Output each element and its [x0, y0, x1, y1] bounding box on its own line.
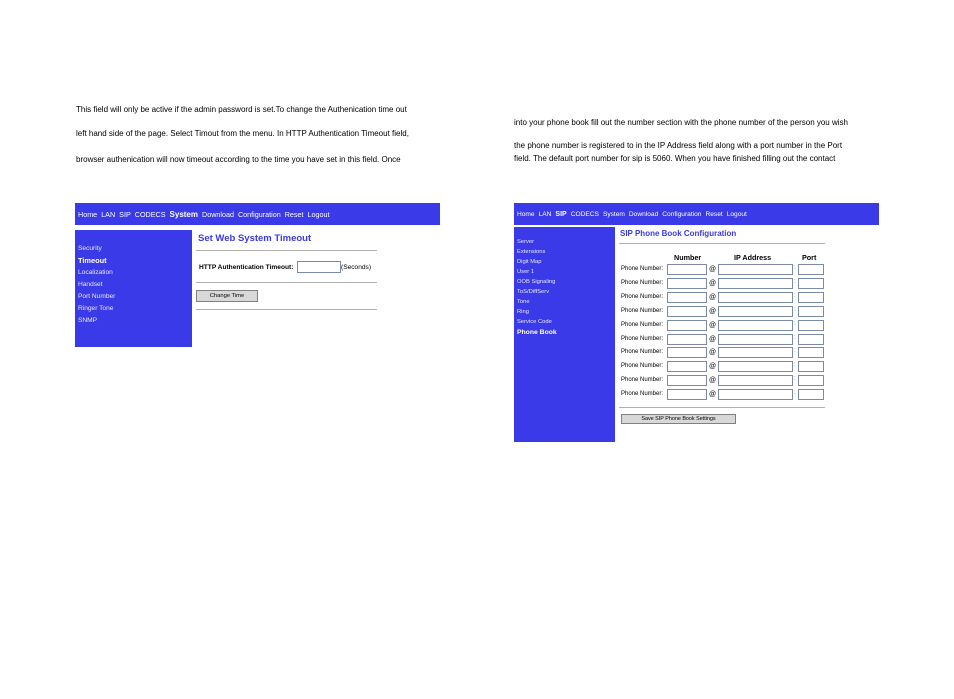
at-symbol: @	[709, 294, 717, 301]
nav-configuration[interactable]: Configuration	[662, 210, 702, 218]
phone-number-input[interactable]	[667, 306, 707, 317]
sidebar-item-phone-book[interactable]: Phone Book	[517, 329, 557, 336]
phone-number-label: Phone Number:	[621, 322, 664, 328]
at-symbol: @	[709, 391, 717, 398]
sidebar-item-digit-map[interactable]: Digit Map	[517, 259, 542, 265]
port-input[interactable]	[798, 292, 824, 303]
colon-separator: :	[794, 390, 796, 396]
ip-address-input[interactable]	[718, 320, 793, 331]
nav-sip[interactable]: SIP	[555, 210, 567, 218]
ip-address-input[interactable]	[718, 264, 793, 275]
port-input[interactable]	[798, 264, 824, 275]
phone-number-input[interactable]	[667, 292, 707, 303]
sidebar-item-service-code[interactable]: Service Code	[517, 319, 552, 325]
port-input[interactable]	[798, 278, 824, 289]
ip-address-input[interactable]	[718, 278, 793, 289]
sidebar	[75, 230, 192, 347]
port-input[interactable]	[798, 334, 824, 345]
phonebook-screenshot	[514, 203, 879, 442]
nav-system[interactable]: System	[602, 210, 625, 218]
nav-codecs[interactable]: CODECS	[570, 210, 599, 218]
port-input[interactable]	[798, 320, 824, 331]
phone-number-label: Phone Number:	[621, 377, 664, 383]
divider	[196, 282, 377, 283]
left-text-line-1: This field will only be active if the admin password is set.To change the Authenication time out	[76, 105, 407, 114]
port-input[interactable]	[798, 375, 824, 386]
sidebar-item-snmp[interactable]: SNMP	[78, 317, 98, 324]
change-time-button[interactable]: Change Time	[196, 290, 258, 302]
phone-number-input[interactable]	[667, 347, 707, 358]
save-phonebook-button[interactable]: Save SIP Phone Book Settings	[621, 414, 736, 424]
phone-number-input[interactable]	[667, 320, 707, 331]
page-title: SIP Phone Book Configuration	[620, 229, 737, 238]
ip-address-input[interactable]	[718, 306, 793, 317]
at-symbol: @	[709, 280, 717, 287]
phone-number-label: Phone Number:	[621, 266, 664, 272]
port-input[interactable]	[798, 361, 824, 372]
sidebar-item-timeout[interactable]: Timeout	[78, 256, 107, 265]
ip-address-input[interactable]	[718, 347, 793, 358]
phone-number-input[interactable]	[667, 361, 707, 372]
top-nav	[75, 203, 440, 225]
nav-download[interactable]: Download	[628, 210, 659, 218]
sidebar-item-tone[interactable]: Tone	[517, 299, 530, 305]
phone-number-input[interactable]	[667, 278, 707, 289]
colon-separator: :	[794, 279, 796, 285]
sidebar-item-handset[interactable]: Handset	[78, 281, 103, 288]
colon-separator: :	[794, 335, 796, 341]
sidebar-item-oob-signaling[interactable]: OOB Signaling	[517, 279, 556, 285]
sidebar-item-user-1[interactable]: User 1	[517, 269, 535, 275]
at-symbol: @	[709, 322, 717, 329]
phone-number-label: Phone Number:	[621, 308, 664, 314]
ip-address-input[interactable]	[718, 375, 793, 386]
colon-separator: :	[794, 376, 796, 382]
at-symbol: @	[709, 336, 717, 343]
seconds-label: (Seconds)	[341, 264, 372, 271]
nav-download[interactable]: Download	[202, 209, 234, 219]
nav-codecs[interactable]: CODECS	[134, 209, 166, 219]
sidebar-item-port-number[interactable]: Port Number	[78, 293, 116, 300]
nav-configuration[interactable]: Configuration	[237, 209, 281, 219]
ip-address-input[interactable]	[718, 292, 793, 303]
phone-number-label: Phone Number:	[621, 336, 664, 342]
divider	[196, 250, 377, 251]
ip-address-input[interactable]	[718, 389, 793, 400]
at-symbol: @	[709, 266, 717, 273]
right-text-line-2: the phone number is registered to in the IP Address field along with a port number in the Port	[514, 141, 843, 150]
top-nav	[514, 203, 879, 225]
at-symbol: @	[709, 377, 717, 384]
ip-address-header: IP Address	[734, 253, 772, 262]
nav-lan[interactable]: LAN	[101, 209, 116, 219]
divider	[196, 309, 377, 310]
phone-number-label: Phone Number:	[621, 391, 664, 397]
sidebar-item-security[interactable]: Security	[78, 245, 102, 252]
page-title: Set Web System Timeout	[198, 233, 312, 244]
timeout-input[interactable]	[297, 261, 341, 273]
nav-home[interactable]: Home	[78, 209, 98, 219]
phone-number-input[interactable]	[667, 389, 707, 400]
ip-address-input[interactable]	[718, 334, 793, 345]
at-symbol: @	[709, 349, 717, 356]
nav-logout[interactable]: Logout	[726, 210, 747, 218]
port-input[interactable]	[798, 306, 824, 317]
at-symbol: @	[709, 308, 717, 315]
colon-separator: :	[794, 348, 796, 354]
phone-number-input[interactable]	[667, 375, 707, 386]
divider	[619, 243, 825, 244]
divider	[619, 407, 825, 408]
right-text-line-3: field. The default port number for sip is 5060. When you have finished filling out the contact	[514, 154, 836, 163]
sidebar-item-tos-diffserv[interactable]: ToS/DiffServ	[517, 289, 550, 295]
nav-home[interactable]: Home	[517, 210, 535, 218]
sidebar	[514, 227, 615, 442]
colon-separator: :	[794, 362, 796, 368]
port-header: Port	[802, 253, 817, 262]
phone-number-input[interactable]	[667, 334, 707, 345]
timeout-label: HTTP Authentication Timeout:	[199, 264, 294, 271]
nav-lan[interactable]: LAN	[538, 210, 552, 218]
nav-reset[interactable]: Reset	[705, 210, 723, 218]
sidebar-item-ring[interactable]: Ring	[517, 309, 529, 315]
left-text-line-3: browser authenication will now timeout according to the time you have set in this field. Once	[76, 155, 401, 164]
timeout-screenshot	[75, 203, 440, 347]
colon-separator: :	[794, 293, 796, 299]
sidebar-item-server[interactable]: Server	[517, 239, 535, 245]
port-input[interactable]	[798, 347, 824, 358]
phone-number-label: Phone Number:	[621, 363, 664, 369]
colon-separator: :	[794, 265, 796, 271]
nav-logout[interactable]: Logout	[307, 209, 330, 219]
nav-reset[interactable]: Reset	[284, 209, 304, 219]
phone-number-label: Phone Number:	[621, 280, 664, 286]
number-header: Number	[674, 253, 702, 262]
left-text-line-2: left hand side of the page. Select Timout from the menu. In HTTP Authentication Timeout field,	[76, 129, 409, 138]
at-symbol: @	[709, 363, 717, 370]
ip-address-input[interactable]	[718, 361, 793, 372]
nav-system[interactable]: System	[169, 209, 198, 219]
colon-separator: :	[794, 321, 796, 327]
colon-separator: :	[794, 307, 796, 313]
nav-sip[interactable]: SIP	[119, 209, 131, 219]
right-text-line-1: into your phone book fill out the number section with the phone number of the person you wish	[514, 118, 848, 127]
sidebar-item-extensions[interactable]: Extensions	[517, 249, 546, 255]
sidebar-item-localization[interactable]: Localization	[78, 269, 113, 276]
phone-number-label: Phone Number:	[621, 349, 664, 355]
phone-number-input[interactable]	[667, 264, 707, 275]
sidebar-item-ringer-tone[interactable]: Ringer Tone	[78, 305, 114, 312]
phone-number-label: Phone Number:	[621, 294, 664, 300]
port-input[interactable]	[798, 389, 824, 400]
